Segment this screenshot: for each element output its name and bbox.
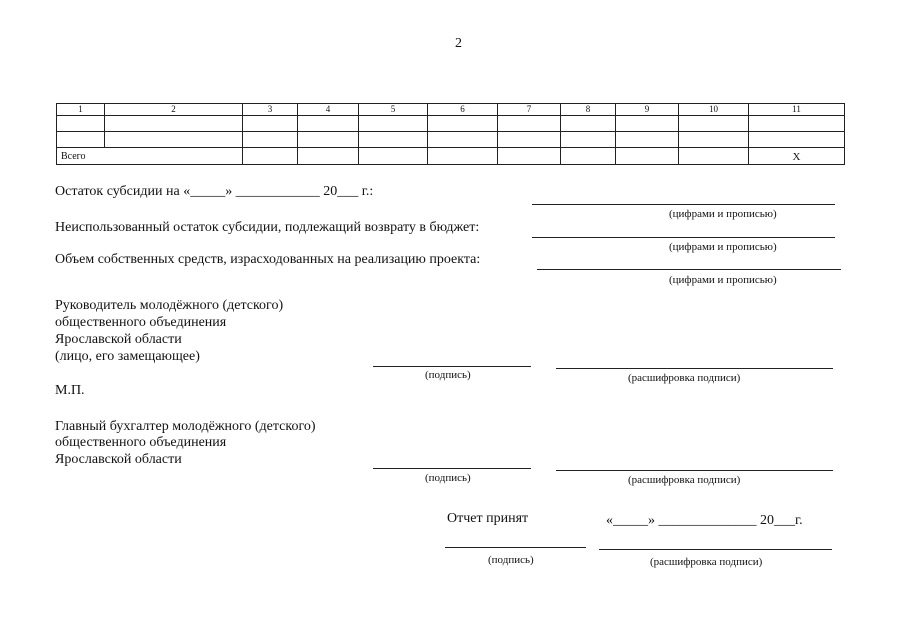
col-header: 9 (616, 104, 679, 116)
table-row (57, 132, 845, 148)
table-row (57, 116, 845, 132)
accountant-decoding-line[interactable] (556, 470, 833, 471)
unused-caption: (цифрами и прописью) (669, 241, 777, 253)
head-title-2: общественного объединения (55, 315, 227, 330)
own-funds-line: Объем собственных средств, израсходованных на реализацию проекта: (55, 252, 481, 267)
report-accepted-label: Отчет принят (447, 511, 529, 526)
accountant-title-2: общественного объединения (55, 435, 227, 450)
head-title-1: Руководитель молодёжного (детского) (55, 298, 284, 313)
col-header: 8 (561, 104, 616, 116)
table-header-row (57, 104, 845, 116)
col-header: 11 (749, 104, 845, 116)
col-header: 10 (679, 104, 749, 116)
total-label: Всего (57, 148, 243, 165)
accountant-signature-caption: (подпись) (425, 472, 471, 484)
accepted-date[interactable]: «_____» ______________ 20___г. (606, 513, 803, 528)
col-header: 6 (428, 104, 498, 116)
head-title-3: Ярославской области (55, 332, 182, 347)
accountant-decoding-caption: (расшифровка подписи) (628, 474, 741, 486)
remainder-caption: (цифрами и прописью) (669, 208, 777, 220)
head-decoding-caption: (расшифровка подписи) (628, 372, 741, 384)
accepted-signature-caption: (подпись) (488, 554, 534, 566)
accepted-signature-line[interactable] (445, 547, 586, 548)
col-header: 3 (243, 104, 298, 116)
table-total-row (57, 148, 845, 165)
accepted-decoding-line[interactable] (599, 549, 832, 550)
head-signature-line[interactable] (373, 366, 531, 367)
accountant-signature-line[interactable] (373, 468, 531, 469)
report-table (56, 103, 845, 165)
col-header: 5 (359, 104, 428, 116)
accepted-decoding-caption: (расшифровка подписи) (650, 556, 763, 568)
col-header: 1 (57, 104, 105, 116)
stamp-place: М.П. (55, 383, 85, 398)
own-funds-amount-line[interactable] (537, 269, 841, 270)
accountant-title-1: Главный бухгалтер молодёжного (детского) (55, 419, 316, 434)
accountant-title-3: Ярославской области (55, 452, 182, 467)
own-funds-caption: (цифрами и прописью) (669, 274, 777, 286)
total-x-mark: Х (749, 148, 845, 165)
remainder-amount-line[interactable] (532, 204, 835, 205)
col-header: 4 (298, 104, 359, 116)
head-signature-caption: (подпись) (425, 369, 471, 381)
unused-amount-line[interactable] (532, 237, 835, 238)
head-title-4: (лицо, его замещающее) (55, 349, 200, 364)
col-header: 7 (498, 104, 561, 116)
remainder-line: Остаток субсидии на «_____» ____________ 20___ г.: (55, 184, 374, 199)
head-decoding-line[interactable] (556, 368, 833, 369)
page-number: 2 (455, 36, 462, 51)
col-header: 2 (105, 104, 243, 116)
unused-line: Неиспользованный остаток субсидии, подлежащий возврату в бюджет: (55, 220, 480, 235)
